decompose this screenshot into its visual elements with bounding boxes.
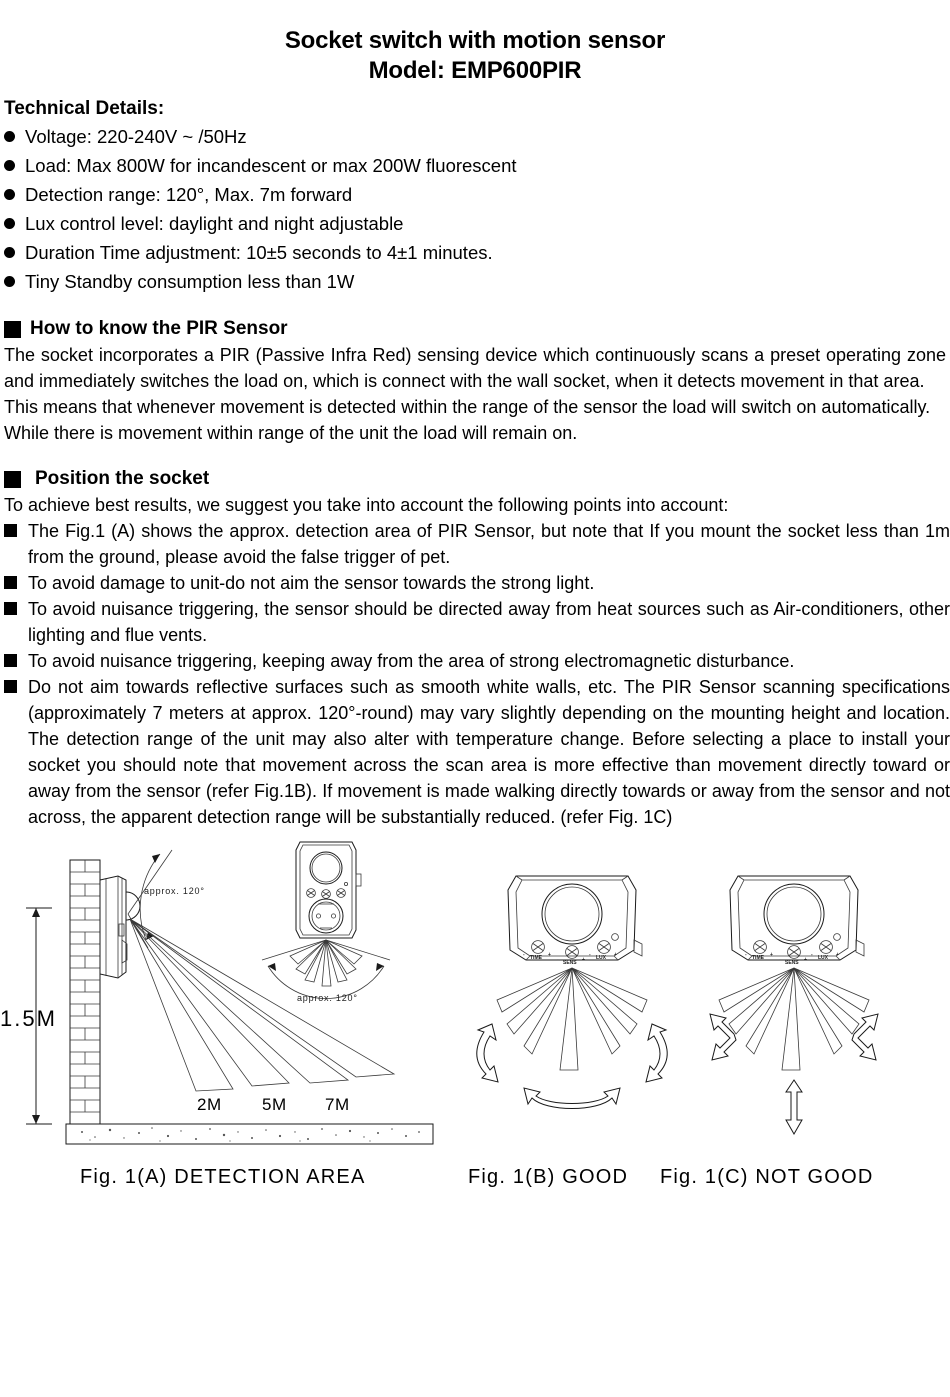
side-angle-label: approx. 120°: [144, 886, 205, 896]
square-bullet-icon: [4, 680, 17, 693]
list-item: [4, 570, 950, 596]
range-label-2m: 2M: [197, 1095, 222, 1114]
knob-minus-time: -: [523, 952, 525, 958]
knob-minus-time: -: [745, 952, 747, 958]
range-label-5m: 5M: [262, 1095, 287, 1114]
list-item: [4, 180, 950, 209]
square-bullet-icon: [4, 654, 17, 667]
title-line-1: Socket switch with motion sensor: [284, 27, 666, 54]
list-item: [4, 648, 950, 674]
caption-fig-1b: Fig. 1(B) GOOD: [468, 1166, 629, 1188]
detection-beams-side: [130, 919, 394, 1091]
position-section-heading-text: Position the socket: [35, 468, 210, 489]
list-item-text: Do not aim towards reflective surfaces such as smooth white walls, etc. The PIR Sensor scanning specifications (approximately 7 meters at approx. 120°-round) may vary slightly depending on the mounting height and location. The detection range of the unit may also alter with temperature change. Before selecting a place to install your socket you should note that movement across the scan area is more effective than movement directly toward or away from the sensor (refer Fig.1B). If movement is made walking directly towards or away from the sensor and not across, the apparent detection range will be substantially reduced. (refer Fig. 1C): [28, 677, 950, 827]
technical-details-list: [0, 122, 950, 296]
figure-1c-not-good: [690, 864, 920, 1164]
knob-plus-time: +: [548, 952, 551, 958]
caption-fig-1a: Fig. 1(A) DETECTION AREA: [80, 1166, 366, 1188]
list-item: [4, 596, 950, 648]
knob-plus-sens: +: [804, 957, 807, 963]
brick-wall: [70, 860, 100, 1124]
list-item-text: The Fig.1 (A) shows the approx. detection area of PIR Sensor, but note that If you mount the socket less than 1m from the ground, please avoid the false trigger of pet.: [28, 521, 950, 567]
list-item: [4, 122, 950, 151]
list-item: [4, 151, 950, 180]
bullet-dot-icon: [4, 218, 15, 229]
knob-label-time: TIME: [752, 955, 764, 961]
list-item-text: Voltage: 220-240V ~ /50Hz: [25, 126, 247, 147]
top-angle-label: approx. 120°: [297, 993, 358, 1003]
radial-movement-arrows: [710, 1014, 878, 1134]
list-item-text: Tiny Standby consumption less than 1W: [25, 271, 355, 292]
knob-minus-lux: -: [589, 952, 591, 958]
knob-label-lux: LUX: [596, 955, 606, 961]
bullet-dot-icon: [4, 131, 15, 142]
detection-beams-top: [290, 940, 362, 986]
position-points-list: [0, 518, 950, 830]
bullet-dot-icon: [4, 247, 15, 258]
list-item-text: Duration Time adjustment: 10±5 seconds to 4±1 minutes.: [25, 242, 493, 263]
figure-captions: [0, 1166, 950, 1206]
position-section-heading: [4, 468, 950, 490]
mount-height-label: 1.5M: [0, 1006, 57, 1031]
knob-label-sens: SENS: [785, 960, 799, 966]
range-label-7m: 7M: [325, 1095, 350, 1114]
figure-1b-good: [468, 864, 688, 1164]
crossing-movement-arrows: [477, 1024, 668, 1109]
list-item: [4, 518, 950, 570]
ground-strip: [66, 1124, 433, 1144]
bullet-dot-icon: [4, 189, 15, 200]
technical-details-heading: Technical Details:: [4, 98, 165, 119]
pir-paragraph-3: While there is movement within range of the unit the load will remain on.: [4, 423, 578, 443]
list-item: [4, 267, 950, 296]
list-item-text: Load: Max 800W for incandescent or max 200W fluorescent: [25, 155, 517, 176]
list-item-text: Detection range: 120°, Max. 7m forward: [25, 184, 353, 205]
page-title: [0, 0, 950, 86]
square-bullet-icon: [4, 576, 17, 589]
list-item-text: To avoid nuisance triggering, keeping away from the area of strong electromagnetic disturbance.: [28, 651, 795, 671]
pir-section-heading: [4, 318, 950, 340]
list-item: [4, 209, 950, 238]
title-line-2: Model: EMP600PIR: [368, 57, 582, 84]
detection-beams-b: [497, 968, 647, 1070]
position-intro: To achieve best results, we suggest you take into account the following points into account:: [4, 495, 729, 515]
square-marker-icon: [4, 471, 21, 488]
knob-minus-sens: -: [779, 957, 781, 963]
square-marker-icon: [4, 321, 21, 338]
square-bullet-icon: [4, 524, 17, 537]
socket-device-angled-b: [508, 876, 642, 966]
knob-label-time: TIME: [530, 955, 542, 961]
socket-device-angled-c: [730, 876, 864, 966]
pir-paragraph-2: This means that whenever movement is detected within the range of the sensor the load will switch on automatically.: [4, 397, 931, 417]
socket-device-front-view: [296, 842, 361, 938]
adjustment-knobs-front: [307, 889, 346, 899]
list-item-text: To avoid nuisance triggering, the sensor should be directed away from heat sources such as Air-conditioners, other lighting and flue vents.: [28, 599, 950, 645]
knob-label-lux: LUX: [818, 955, 828, 961]
knob-minus-lux: -: [811, 952, 813, 958]
knob-label-sens: SENS: [563, 960, 577, 966]
list-item: [4, 238, 950, 267]
figures-area: [0, 836, 950, 1166]
pir-section-heading-text: How to know the PIR Sensor: [30, 318, 288, 339]
knob-plus-time: +: [770, 952, 773, 958]
knob-plus-lux: +: [836, 952, 839, 958]
caption-fig-1c: Fig. 1(C) NOT GOOD: [660, 1166, 874, 1188]
square-bullet-icon: [4, 602, 17, 615]
figure-1a-detection-area: [0, 836, 450, 1166]
knob-plus-lux: +: [614, 952, 617, 958]
bullet-dot-icon: [4, 276, 15, 287]
knob-minus-sens: -: [557, 957, 559, 963]
top-detection-angle: [262, 940, 390, 999]
detection-beams-c: [719, 968, 869, 1070]
knob-plus-sens: +: [582, 957, 585, 963]
socket-device-side-view: [100, 876, 140, 978]
list-item-text: Lux control level: daylight and night adjustable: [25, 213, 404, 234]
list-item: [4, 674, 950, 830]
pir-paragraph-1: The socket incorporates a PIR (Passive Infra Red) sensing device which continuously scans a preset operating zone and immediately switches the load on, which is connect with the wall socket, when it detects movement in that area.: [4, 345, 946, 391]
list-item-text: To avoid damage to unit-do not aim the sensor towards the strong light.: [28, 573, 595, 593]
bullet-dot-icon: [4, 160, 15, 171]
